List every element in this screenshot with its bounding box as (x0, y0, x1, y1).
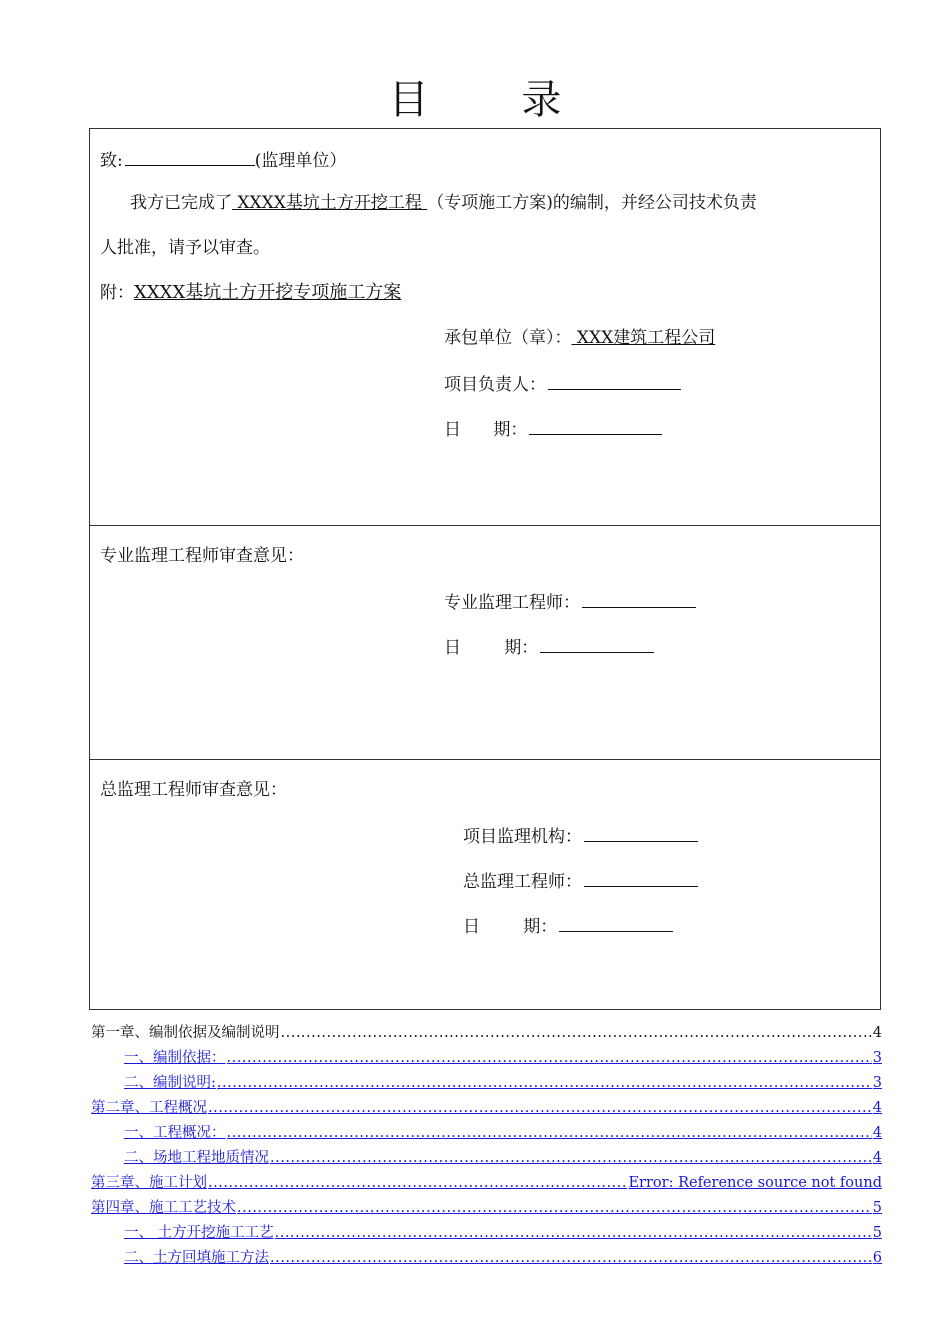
contractor-section (90, 129, 880, 526)
date-label-2: 日 期： (444, 638, 539, 658)
toc-entry-page: 4 (872, 1150, 882, 1166)
chief-engineer-blank[interactable] (584, 868, 698, 887)
toc-leader-dots (208, 1174, 627, 1192)
toc-entry-label: 第二章、工程概况 (91, 1100, 207, 1116)
toc-entry-label: 二、土方回填施工方法 (124, 1250, 269, 1266)
toc-entry-page: 3 (872, 1050, 882, 1066)
page-title: 目 录 (388, 77, 602, 123)
specialist-engineer-blank[interactable] (582, 589, 696, 608)
date-blank-2[interactable] (540, 634, 654, 653)
toc-leader-dots (275, 1224, 872, 1242)
toc-entry[interactable] (91, 1070, 882, 1092)
toc-leader-dots (270, 1249, 872, 1267)
date-line-2 (444, 634, 654, 660)
chief-review-section (90, 760, 880, 1011)
toc-entry[interactable] (91, 1120, 882, 1142)
toc-entry-page: 4 (872, 1100, 882, 1116)
toc-leader-dots (270, 1149, 872, 1167)
toc-entry-page: Error: Reference source not found (628, 1175, 882, 1191)
toc-entry-page: 5 (872, 1225, 882, 1241)
body-suffix: （专项施工方案)的编制，并经公司技术负责 (427, 193, 757, 213)
chief-engineer-line (463, 868, 698, 894)
addressee-blank[interactable] (125, 147, 255, 166)
toc-entry-page: 4 (872, 1025, 882, 1041)
date-label-3: 日 期： (463, 917, 558, 937)
toc-entry-page: 5 (872, 1200, 882, 1216)
body-line-2: 人批准，请予以审查。 (100, 238, 270, 258)
date-line-1 (444, 416, 662, 442)
project-manager-label: 项目负责人： (444, 375, 546, 395)
project-manager-line (444, 371, 681, 397)
toc-entry-page: 6 (872, 1250, 882, 1266)
toc-leader-dots (208, 1099, 872, 1117)
toc-entry-page: 4 (872, 1125, 882, 1141)
toc-entry-label: 二、编制说明: (124, 1075, 216, 1091)
project-manager-blank[interactable] (548, 371, 681, 390)
toc-entry-label: 一、 土方开挖施工工艺 (124, 1225, 274, 1241)
toc-leader-dots (227, 1049, 872, 1067)
addressee-prefix: 致: (100, 151, 123, 171)
toc-entry-label: 第四章、施工工艺技术 (91, 1200, 236, 1216)
addressee-line (100, 147, 346, 173)
body-prefix: 我方已完成了 (130, 193, 232, 213)
toc-leader-dots (281, 1024, 872, 1042)
addressee-suffix: (监理单位） (254, 151, 347, 171)
toc-entry-label: 第一章、编制依据及编制说明 (91, 1025, 280, 1041)
toc-entry[interactable] (91, 1170, 882, 1192)
toc-leader-dots (217, 1074, 872, 1092)
toc-leader-dots (237, 1199, 872, 1217)
submission-form (89, 128, 881, 1010)
specialist-review-section (90, 526, 880, 760)
toc-entry (91, 1020, 882, 1042)
attachment-name: XXXX基坑土方开挖专项施工方案 (134, 282, 402, 303)
toc-entry-label: 第三章、施工计划 (91, 1175, 207, 1191)
toc-entry-label: 二、场地工程地质情况 (124, 1150, 269, 1166)
supervision-org-label: 项目监理机构： (463, 827, 582, 847)
toc-entry-page: 3 (872, 1075, 882, 1091)
body-line-1 (130, 191, 757, 215)
specialist-engineer-line (444, 589, 696, 615)
attachment-prefix: 附： (100, 283, 134, 303)
project-name: XXXX基坑土方开挖工程 (232, 193, 428, 213)
toc-entry[interactable] (91, 1095, 882, 1117)
attachment-line (100, 281, 401, 305)
chief-engineer-label: 总监理工程师： (463, 872, 582, 892)
contractor-label: 承包单位（章）： (444, 328, 572, 348)
toc-entry[interactable] (91, 1245, 882, 1267)
date-blank-1[interactable] (529, 416, 662, 435)
supervision-org-blank[interactable] (584, 823, 698, 842)
toc-entry-label: 一、工程概况： (124, 1125, 226, 1141)
toc-entry[interactable] (91, 1220, 882, 1242)
date-label-1: 日 期： (444, 420, 528, 440)
specialist-review-heading: 专业监理工程师审查意见： (100, 546, 304, 566)
date-line-3 (463, 913, 673, 939)
toc-leader-dots (227, 1124, 872, 1142)
toc-entry[interactable] (91, 1195, 882, 1217)
specialist-engineer-label: 专业监理工程师： (444, 593, 580, 613)
supervision-org-line (463, 823, 698, 849)
toc-entry[interactable] (91, 1145, 882, 1167)
toc-entry[interactable] (91, 1045, 882, 1067)
contractor-line (444, 326, 715, 350)
contractor-value: XXX建筑工程公司 (571, 328, 716, 348)
chief-review-heading: 总监理工程师审查意见： (100, 780, 287, 800)
date-blank-3[interactable] (559, 913, 673, 932)
toc-entry-label: 一、编制依据： (124, 1050, 226, 1066)
